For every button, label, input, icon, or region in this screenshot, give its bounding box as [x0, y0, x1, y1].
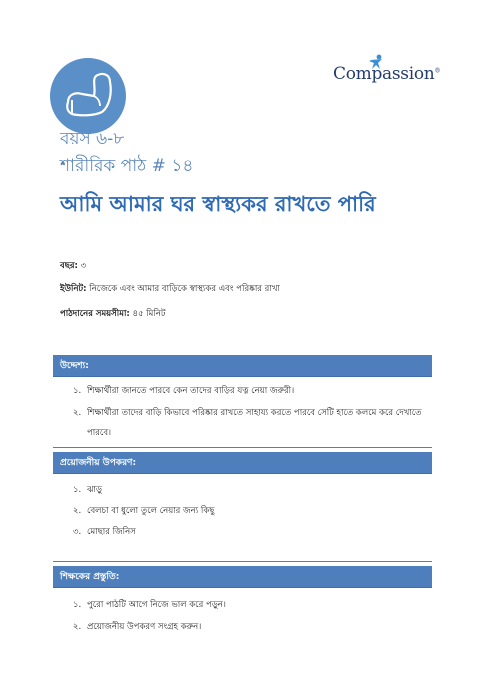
- flexed-arm-icon: [50, 58, 126, 134]
- material-item: [73, 480, 102, 500]
- meta-year: [60, 259, 86, 273]
- list-number: ৩.: [73, 527, 82, 537]
- compassion-wordmark: Compassion®: [333, 64, 441, 84]
- meta-time-value: ৪৫ মিনিট: [129, 309, 166, 319]
- compassion-logo: [329, 54, 439, 94]
- objective-item: [73, 403, 437, 443]
- list-text: পুরো পাঠটি আগে নিজে ভাল করে পড়ুন।: [87, 600, 226, 610]
- list-number: ২.: [73, 622, 82, 632]
- meta-unit-value: নিজেকে এবং আমার বাড়িকে স্বাস্থ্যকর এবং পরিষ্কার রাখা: [86, 284, 280, 294]
- material-item: [73, 522, 136, 542]
- list-text: শিক্ষার্থীরা তাদের বাড়ি কিভাবে পরিষ্কার রাখতে সাহায্য করতে পারবে সেটি হাতে কলমে করে দেখাতে পারবে।: [87, 408, 422, 438]
- materials-heading: প্রয়োজনীয় উপকরণ:: [53, 452, 432, 474]
- preparation-heading: শিক্ষকের প্রস্তুতি:: [53, 566, 432, 588]
- list-number: ২.: [73, 408, 82, 418]
- list-text: শিক্ষার্থীরা জানতে পারবে কেন তাদের বাড়ির যত্ন নেয়া জরুরী।: [87, 386, 295, 396]
- section-divider: [53, 447, 432, 448]
- list-number: ১.: [73, 600, 82, 610]
- list-text: মোছার জিনিস: [87, 527, 136, 537]
- age-range: বয়স ৬-৮: [60, 129, 125, 149]
- meta-unit-label: ইউনিট:: [60, 284, 87, 294]
- objective-item: [73, 381, 294, 401]
- meta-year-label: বছর:: [60, 261, 78, 271]
- list-number: ১.: [73, 386, 82, 396]
- meta-time-label: পাঠদানের সময়সীমা:: [60, 309, 130, 319]
- list-text: ঝাড়ু: [87, 485, 102, 495]
- physical-lesson-badge: [50, 58, 126, 134]
- meta-unit: [60, 282, 280, 296]
- list-number: ২.: [73, 506, 82, 516]
- preparation-item: [73, 617, 201, 637]
- objectives-heading: উদ্দেশ্য:: [53, 355, 432, 377]
- meta-year-value: ৩: [77, 261, 87, 271]
- list-text: বেলচা বা ধুলো তুলে নেয়ার জন্য কিছু: [87, 506, 215, 516]
- lesson-number: শারীরিক পাঠ # ১৪: [60, 156, 194, 176]
- list-text: প্রয়োজনীয় উপকরণ সংগ্রহ করুন।: [87, 622, 202, 632]
- meta-time: [60, 307, 166, 321]
- lesson-title: আমি আমার ঘর স্বাস্থ্যকর রাখতে পারি: [60, 192, 376, 216]
- section-divider: [53, 561, 432, 562]
- list-number: ১.: [73, 485, 82, 495]
- material-item: [73, 501, 214, 521]
- preparation-item: [73, 595, 226, 615]
